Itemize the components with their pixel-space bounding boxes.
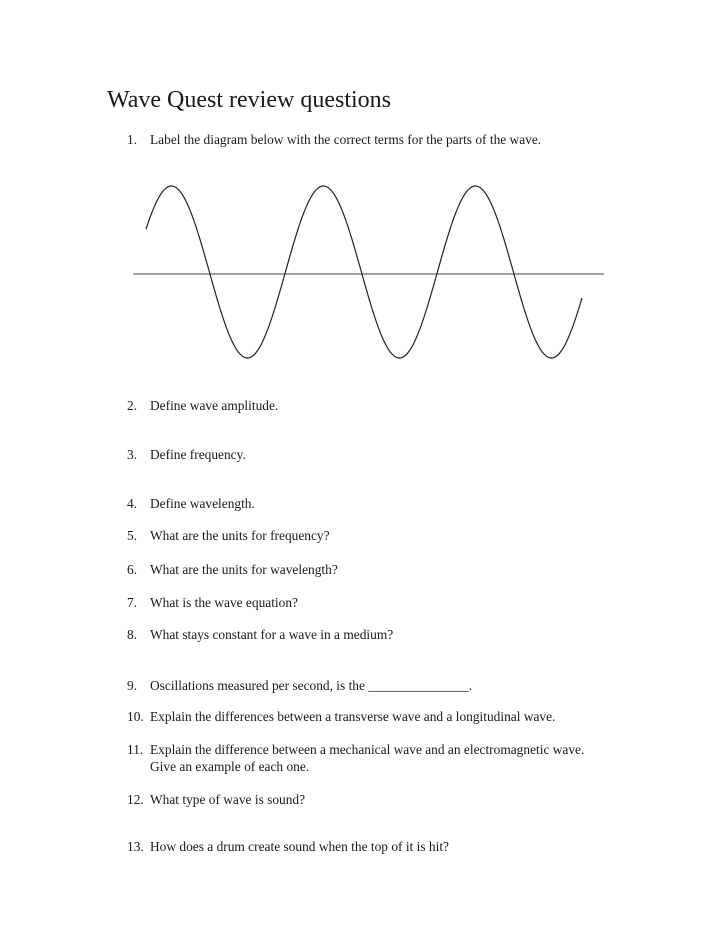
- question-text: Explain the differences between a transverse wave and a longitudinal wave.: [150, 709, 556, 724]
- question-9: [127, 677, 472, 694]
- question-4: [127, 495, 255, 512]
- question-text: How does a drum create sound when the top of it is hit?: [150, 839, 449, 854]
- page-title: Wave Quest review questions: [107, 87, 391, 113]
- question-text: Define frequency.: [150, 447, 246, 462]
- question-text: What are the units for wavelength?: [150, 562, 338, 577]
- question-11: [127, 741, 584, 775]
- question-number: 4.: [127, 496, 138, 511]
- question-text: Label the diagram below with the correct terms for the parts of the wave.: [150, 132, 542, 147]
- question-5: [127, 527, 330, 544]
- question-number: 6.: [127, 562, 138, 577]
- question-2: [127, 397, 278, 414]
- question-text: What is the wave equation?: [150, 595, 298, 610]
- question-number: 2.: [127, 398, 138, 413]
- question-text: What are the units for frequency?: [150, 528, 330, 543]
- question-text: Oscillations measured per second, is the _______________.: [150, 678, 473, 693]
- wave-curve: [146, 186, 582, 358]
- question-number: 13.: [127, 839, 144, 854]
- question-number: 1.: [127, 132, 138, 147]
- question-text-continued: Give an example of each one.: [150, 759, 310, 774]
- question-13: [127, 838, 449, 855]
- question-number: 7.: [127, 595, 138, 610]
- question-12: [127, 791, 305, 808]
- question-number: 9.: [127, 678, 138, 693]
- question-number: 3.: [127, 447, 138, 462]
- question-text: What stays constant for a wave in a medium?: [150, 627, 394, 642]
- question-number: 12.: [127, 792, 144, 807]
- question-7: [127, 594, 298, 611]
- question-number: 8.: [127, 627, 138, 642]
- question-text: What type of wave is sound?: [150, 792, 306, 807]
- question-number: 10.: [127, 709, 144, 724]
- question-text: Define wavelength.: [150, 496, 255, 511]
- question-10: [127, 708, 555, 725]
- question-text: Explain the difference between a mechanical wave and an electromagnetic wave.: [150, 742, 585, 757]
- question-6: [127, 561, 338, 578]
- question-number: 5.: [127, 528, 138, 543]
- question-8: [127, 626, 393, 643]
- question-text: Define wave amplitude.: [150, 398, 279, 413]
- question-3: [127, 446, 246, 463]
- question-number: 11.: [127, 742, 144, 757]
